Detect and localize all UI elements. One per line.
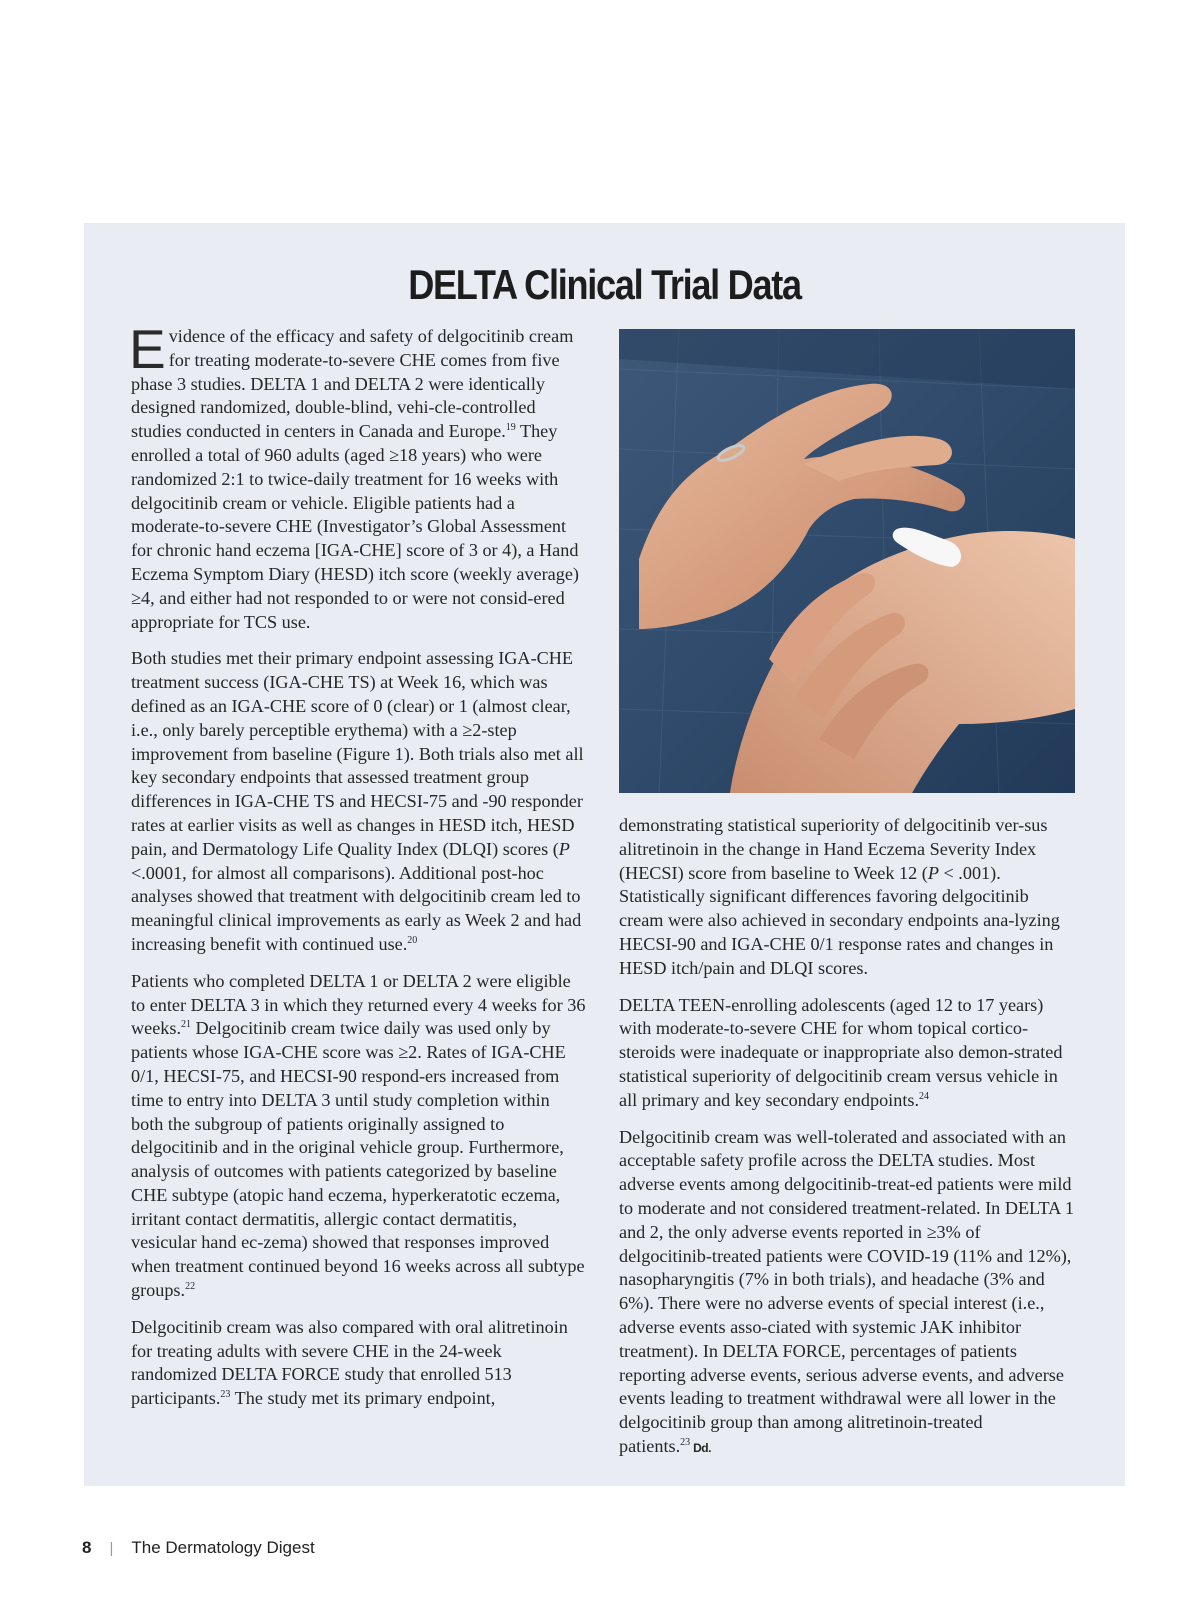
reference-23: 23	[680, 1436, 691, 1448]
reference-24: 24	[919, 1090, 930, 1102]
paragraph-text: They enrolled a total of 960 adults (aged ≥18 years) who were randomized 2:1 to twice-daily treatment for 16 weeks with delgocitinib cream or vehicle. Eligible patients had a moderate-to-severe CHE (Investigator’s Global Assessment for chronic hand eczema [IGA-CHE] score of 3 or 4), a Hand Eczema Symptom Diary (HESD) itch score (weekly average) ≥4, and either had not responded to or were not consid-ered appropriate for TCS use.	[131, 421, 579, 632]
paragraph-text: < .001). Statistically significant differences favoring delgocitinib cream were also achieved in secondary endpoints ana-lyzing HECSI-90 and IGA-CHE 0/1 response rates and changes in HESD itch/pain and DLQI scores.	[619, 862, 1060, 978]
paragraph-text: Patients who completed DELTA 1 or DELTA 2 were eligible to enter DELTA 3 in which they returned every 4 weeks for 36 weeks.	[131, 970, 586, 1039]
drop-cap: E	[129, 318, 166, 380]
paragraph-text: <.0001, for almost all comparisons). Additional post-hoc analyses showed that treatment with delgocitinib cream led to meaningful clinical improvements as early as Week 2 and had increasing benefit with continued use.	[131, 862, 582, 954]
article-title: DELTA Clinical Trial Data	[408, 261, 801, 308]
reference-22: 22	[185, 1281, 196, 1293]
paragraph-text: Delgocitinib cream was also compared with oral alitretinoin for treating adults with severe CHE in the 24-week randomized DELTA FORCE study that enrolled 513 participants.	[131, 1316, 568, 1409]
p-value-symbol: P	[927, 862, 939, 883]
paragraph-continued	[619, 814, 1074, 981]
paragraph-safety	[619, 1126, 1074, 1461]
paragraph-delta3	[131, 970, 586, 1303]
paragraph-text: Delgocitinib cream was well-tolerated and associated with an acceptable safety profile across the DELTA studies. Most adverse events among delgocitinib-treat-ed patients were mild to moderate and not considered treatment-related. In DELTA 1 and 2, the only adverse events reported in ≥3% of delgocitinib-treated patients were COVID-19 (11% and 12%), nasopharyngitis (7% in both trials), and headache (3% and 6%). There were no adverse events of special interest (i.e., adverse events asso-ciated with systemic JAK inhibitor treatment). In DELTA FORCE, percentages of patients reporting adverse events, serious adverse events, and adverse events leading to treatment withdrawal were all lower in the delgocitinib group than among alitretinoin-treated patients.	[619, 1126, 1074, 1456]
publication-name: The Dermatology Digest	[131, 1538, 315, 1557]
article-panel	[84, 223, 1125, 1486]
paragraph-text: demonstrating statistical superiority of delgocitinib ver-sus alitretinoin in the change in Hand Eczema Severity Index (HECSI) score from baseline to Week 12 (	[619, 815, 1048, 883]
end-mark: Dd.	[693, 1440, 711, 1455]
paragraph-text: The study met its primary endpoint,	[230, 1388, 496, 1409]
footer-separator: |	[109, 1539, 114, 1557]
page-footer	[82, 1538, 315, 1558]
paragraph-text: DELTA TEEN-enrolling adolescents (aged 12 to 17 years) with moderate-to-severe CHE for whom topical cortico-steroids were inadequate or inappropriate also demon-strated statistical superiority of delgocitinib cream versus vehicle in all primary and key secondary endpoints.	[619, 994, 1063, 1110]
page-number: 8	[82, 1538, 92, 1557]
p-value-symbol: P	[558, 838, 570, 859]
paragraph-text: Both studies met their primary endpoint assessing IGA-CHE treatment success (IGA-CHE TS) at Week 16, which was defined as an IGA-CHE score of 0 (clear) or 1 (almost clear, i.e., only barely perceptible erythema) with a ≥2-step improvement from baseline (Figure 1). Both trials also met all key secondary endpoints that assessed treatment group differences in IGA-CHE TS and HECSI-75 and -90 responder rates at earlier visits as well as changes in HESD itch, HESD pain, and Dermatology Life Quality Index (DLQI) scores (	[131, 648, 584, 859]
hand-cream-photo	[619, 329, 1075, 793]
reference-21: 21	[181, 1019, 191, 1031]
paragraph-delta-teen	[619, 994, 1074, 1113]
paragraph-primary-endpoint	[131, 647, 586, 956]
paragraph-delta-force	[131, 1316, 586, 1411]
paragraph-intro	[129, 318, 586, 634]
left-column	[129, 318, 586, 1424]
paragraph-text: vidence of the efficacy and safety of delgocitinib cream for treating moderate-to-severe CHE comes from five phase 3 studies. DELTA 1 and DELTA 2 were identically designed randomized, double-blind, vehi-cle-controlled studies conducted in centers in Canada and Europe.	[131, 326, 574, 442]
paragraph-text: Delgocitinib cream twice daily was used only by patients whose IGA-CHE score was ≥2. Rates of IGA-CHE 0/1, HECSI-75, and HECSI-90 respond-ers increased from time to entry into DELTA 3 until study completion within both the subgroup of patients originally assigned to delgocitinib and in the original vehicle group. Furthermore, analysis of outcomes with patients categorized by baseline CHE subtype (atopic hand eczema, hyperkeratotic eczema, irritant contact dermatitis, allergic contact dermatitis, vesicular hand ec-zema) showed that responses improved when treatment continued beyond 16 weeks across all subtype groups.	[131, 1018, 585, 1301]
right-column	[619, 814, 1074, 1474]
reference-19: 19	[505, 422, 516, 434]
reference-20: 20	[407, 934, 418, 946]
reference-23: 23	[220, 1389, 231, 1401]
